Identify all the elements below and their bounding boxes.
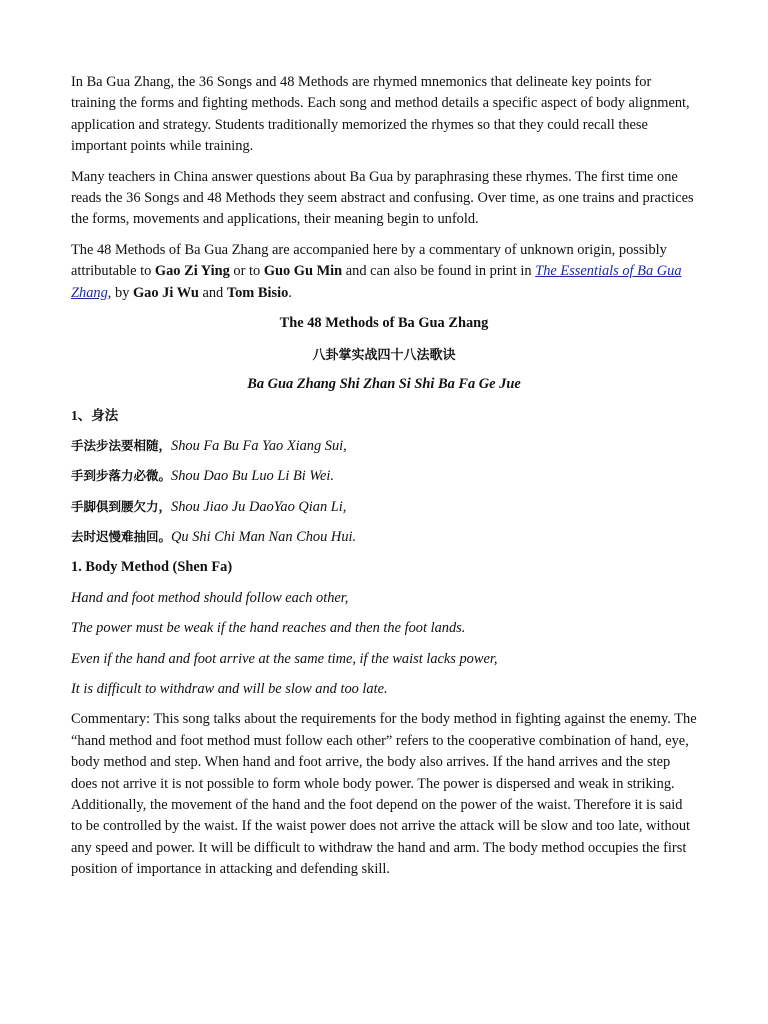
- intro-paragraph-2: Many teachers in China answer questions about Ba Gua by paraphrasing these rhymes. The first time one reads the 36 Songs and 48 Methods they seem abstract and confusing. Over time, as one trains and practices the forms, movements and applications, their meaning begin to unfold.: [71, 168, 694, 228]
- author-name: Gao Zi Ying: [154, 263, 230, 280]
- verse-chinese: 手法步法要相随，: [71, 438, 172, 453]
- intro-paragraph-3: [71, 240, 697, 304]
- verse-chinese: 手脚俱到腰欠力，: [71, 499, 172, 514]
- book-link[interactable]: The Essentials of Ba Gua Zhang: [71, 263, 682, 301]
- translation-line: It is difficult to withdraw and will be slow and too late.: [71, 680, 388, 697]
- intro-text: and: [198, 284, 227, 301]
- translation-line: Hand and foot method should follow each other,: [71, 589, 349, 606]
- verse-pinyin: Shou Dao Bu Luo Li Bi Wei.: [171, 468, 334, 485]
- intro-text: , by: [107, 284, 133, 301]
- author-name: Guo Gu Min: [263, 263, 343, 280]
- section-heading-chinese: 1、身法: [71, 408, 119, 424]
- document-title-chinese: 八卦掌实战四十八法歌诀: [312, 347, 456, 363]
- commentary-paragraph: Commentary: This song talks about the requirements for the body method in fighting against the enemy. The “hand method and foot method must follow each other” refers to the cooperative combination of hand, eye, body method and step. When hand and foot arrive, the body also arrives. If the hand arrives and the step does not arrive it is not possible to form whole body power. The power is dispersed and weak in striking. Additionally, the movement of the hand and the foot depend on the power of the waist. Therefore it is said to be controlled by the waist. If the waist power does not arrive the attack will be slow and too late, without any speed and power. It will be difficult to withdraw the hand and arm. The body method occupies the first position of importance in attacking and defending skill.: [71, 711, 697, 878]
- document-title-pinyin: Ba Gua Zhang Shi Zhan Si Shi Ba Fa Ge Jue: [247, 375, 521, 392]
- intro-text: and can also be found in print in: [342, 263, 536, 280]
- verse-chinese: 手到步落力必微。: [71, 469, 172, 484]
- verse-line: [71, 436, 697, 457]
- intro-text: .: [288, 284, 292, 301]
- verse-line: [71, 497, 697, 518]
- verse-pinyin: Qu Shi Chi Man Nan Chou Hui.: [171, 528, 357, 545]
- intro-text: The 48 Methods of Ba Gua Zhang are accompanied here by a commentary of unknown origin, possibly attributable to: [71, 241, 667, 280]
- author-name: Tom Bisio: [226, 284, 289, 301]
- verse-line: [71, 527, 697, 548]
- intro-text: or to: [229, 263, 264, 280]
- verse-line: [71, 466, 697, 487]
- translation-line: Even if the hand and foot arrive at the same time, if the waist lacks power,: [71, 650, 498, 667]
- section-heading-english: 1. Body Method (Shen Fa): [71, 559, 233, 576]
- verse-pinyin: Shou Jiao Ju DaoYao Qian Li,: [171, 498, 347, 515]
- intro-paragraph-1: In Ba Gua Zhang, the 36 Songs and 48 Methods are rhymed mnemonics that delineate key points for training the forms and fighting methods. Each song and method details a specific aspect of body alignment, application and strategy. Students traditionally memorized the rhymes so that they could recall these important points while training.: [71, 74, 690, 155]
- document-title: The 48 Methods of Ba Gua Zhang: [279, 315, 489, 332]
- document-page: [71, 72, 697, 890]
- author-name: Gao Ji Wu: [132, 284, 199, 301]
- verse-pinyin: Shou Fa Bu Fa Yao Xiang Sui,: [171, 437, 347, 454]
- translation-line: The power must be weak if the hand reaches and then the foot lands.: [71, 620, 466, 637]
- verse-chinese: 去时迟慢难抽回。: [71, 529, 172, 544]
